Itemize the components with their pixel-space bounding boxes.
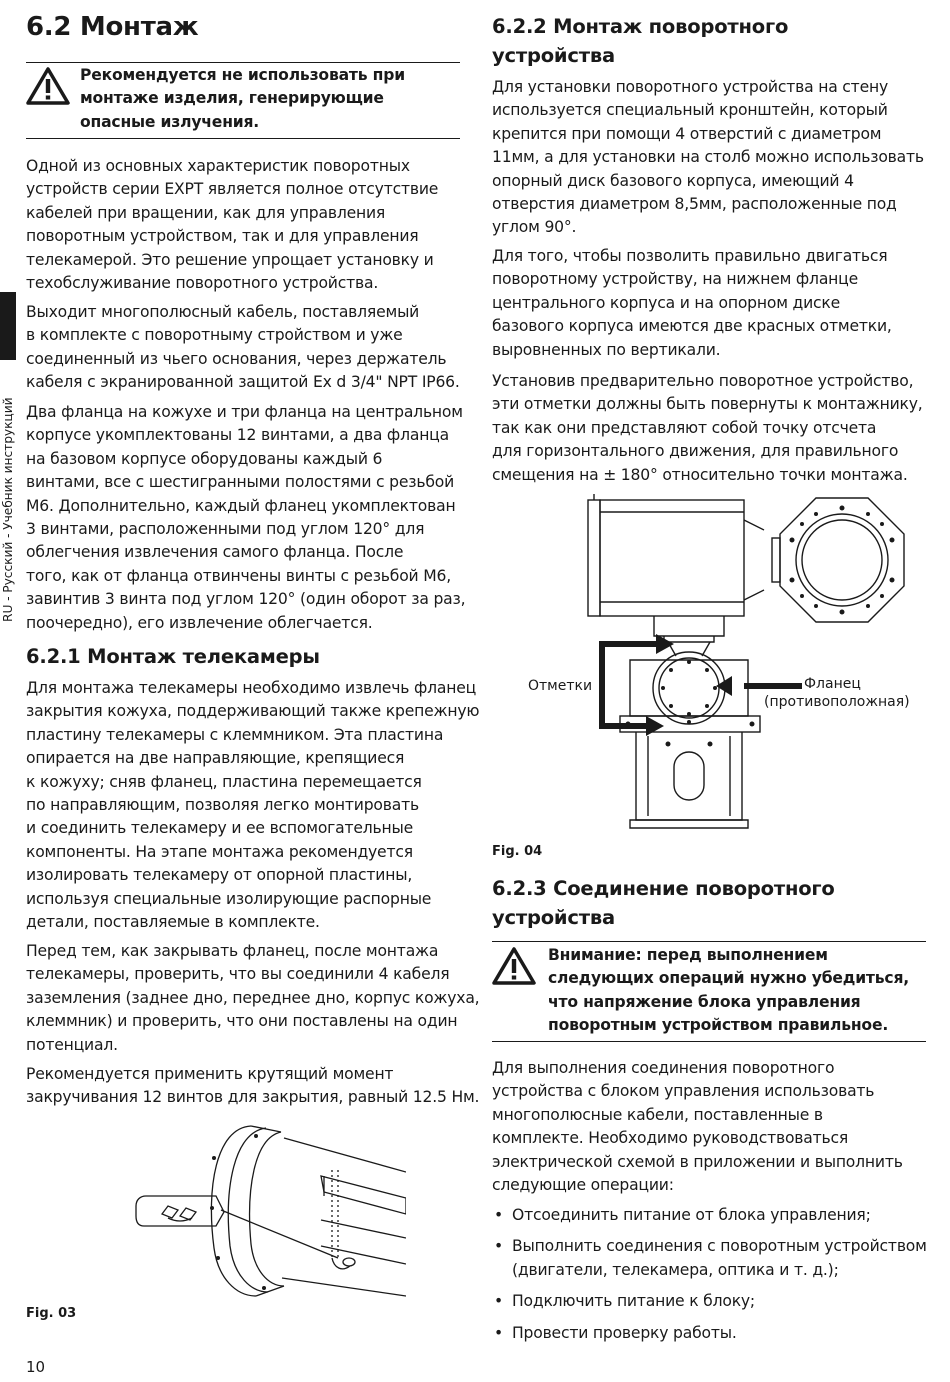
text-line: так как они представляют собой точку отсчета	[492, 418, 877, 437]
page-number: 10	[26, 1358, 46, 1376]
text-line: Два фланца на кожухе и три фланца на центральном	[26, 403, 463, 421]
text-line: компоненты. На этапе монтажа рекомендуется	[26, 842, 413, 861]
subsection-heading-connection	[492, 874, 835, 932]
text-line: для горизонтального движения, для правильного	[492, 442, 899, 461]
list-item	[492, 1235, 927, 1282]
text-line: в комплекте с поворотныму стройством и уже	[26, 326, 403, 345]
warning-icon	[492, 946, 536, 986]
warning-top-rule	[492, 941, 926, 942]
text-line: кабеля с экранированной защитой Ex d 3/4" NPT IP66.	[26, 373, 460, 392]
text-line: того, как от фланца отвинчены винты с резьбой M6,	[26, 566, 451, 585]
sidebar-marker	[0, 292, 16, 360]
heading-line: устройства	[492, 906, 615, 929]
text-line: кабелей при вращении, как для управления	[26, 203, 386, 222]
text-line: центрального корпуса и на опорном диске	[492, 293, 841, 312]
text-line: телекамеры, проверить, что вы соединили 4 кабеля	[26, 965, 450, 984]
text-line: по направляющим, позволяя легко монтировать	[26, 796, 419, 815]
list-item-text: Подключить питание к блоку;	[512, 1292, 755, 1311]
text-line: многополюсные кабели, поставленные в	[492, 1105, 823, 1124]
paragraph-red-marks	[492, 245, 926, 362]
text-line: опорный диск базового корпуса, имеющий 4	[492, 171, 854, 190]
bullet-marker: •	[494, 1206, 503, 1224]
list-item-text: Отсоединить питание от блока управления;	[512, 1206, 871, 1224]
warning-bottom-rule	[492, 1041, 926, 1042]
text-line: 11мм, а для установки на столб можно использовать	[492, 148, 924, 167]
warning-line: что напряжение блока управления	[548, 992, 861, 1011]
text-line: завинтив 3 винта под углом 120° (один оборот за раз,	[26, 590, 466, 609]
fig04-label-marks: Отметки	[528, 678, 593, 694]
text-line: используется специальный кронштейн, который	[492, 101, 888, 120]
text-line: устройств серии EXPT является полное отсутствие	[26, 180, 439, 199]
heading-line: устройства	[492, 44, 615, 67]
text-line: устройства с блоком управления использовать	[492, 1082, 875, 1101]
text-line: углом 90°.	[492, 218, 577, 237]
warning-text	[80, 64, 405, 134]
text-line: телекамерой. Это решение упрощает установку и	[26, 250, 434, 269]
warning-top-rule	[26, 62, 460, 63]
paragraph-orientation	[492, 370, 926, 487]
text-line: заземления (заднее дно, переднее дно, корпус кожуха,	[26, 988, 480, 1007]
warning-line: Рекомендуется не использовать при	[80, 66, 405, 84]
text-line: используя специальные изолирующие распорные	[26, 889, 432, 908]
bullet-marker: •	[494, 1292, 503, 1311]
text-line: Одной из основных характеристик поворотных	[26, 157, 410, 175]
warning-line: следующих операций нужно убедиться,	[548, 969, 909, 988]
text-line: винтами, все с шестигранными полостями с резьбой	[26, 473, 455, 492]
warning-text	[548, 944, 909, 1038]
warning-bottom-rule	[26, 138, 460, 139]
text-line: опирается на две направляющие, крепящиеся	[26, 749, 405, 768]
paragraph-torque	[26, 1063, 480, 1110]
text-line: крепится при помощи 4 отверстий с диаметром	[492, 124, 882, 143]
paragraph-cable	[26, 301, 460, 395]
paragraph-intro	[26, 155, 460, 295]
fig04-label-flange-opposite: (противоположная)	[764, 694, 910, 710]
text-line: отверстия диаметром 8,5мм, расположенные под	[492, 195, 897, 214]
sidebar-language-label: RU - Русский - Учебник инструкций	[1, 397, 15, 622]
fig04-pan-tilt-diagram	[576, 490, 926, 836]
fig04-label-flange: Фланец	[804, 676, 861, 692]
text-line: M6. Дополнительно, каждый фланец укомплектован	[26, 496, 456, 515]
text-line: Для выполнения соединения поворотного	[492, 1059, 835, 1077]
list-item-text: Выполнить соединения с поворотным устройством	[512, 1237, 927, 1256]
text-line: на базовом корпусе оборудованы каждый 6	[26, 449, 383, 468]
text-line: изолировать телекамеру от опорной пластины,	[26, 866, 413, 885]
warning-line: Внимание: перед выполнением	[548, 946, 828, 964]
list-item	[492, 1204, 927, 1227]
text-line: Рекомендуется применить крутящий момент	[26, 1065, 394, 1083]
text-line: электрической схемой в приложении и выполнить	[492, 1152, 903, 1171]
paragraph-connection	[492, 1057, 926, 1197]
paragraph-wall-mount	[492, 76, 926, 240]
text-line: потенциал.	[26, 1035, 118, 1054]
fig03-illustration	[106, 1118, 406, 1298]
text-line: к кожуху; сняв фланец, пластина перемещается	[26, 772, 422, 791]
text-line: Для того, чтобы позволить правильно двигаться	[492, 247, 888, 265]
text-line: детали, поставляемые в комплекте.	[26, 913, 320, 932]
fig04-caption: Fig. 04	[492, 844, 543, 859]
bullet-marker: •	[494, 1323, 503, 1342]
text-line: закрытия кожуха, поддерживающий также крепежную	[26, 702, 480, 721]
text-line: корпусе укомплектованы 12 винтами, а два фланца	[26, 426, 449, 445]
fig03-caption: Fig. 03	[26, 1306, 77, 1321]
warning-icon	[26, 66, 70, 106]
text-line: выровненных по вертикали.	[492, 340, 721, 359]
subsection-heading-camera: 6.2.1 Монтаж телекамеры	[26, 645, 320, 668]
text-line: поворотным устройством, так и для управления	[26, 227, 419, 246]
text-line: техобслуживание поворотного устройства.	[26, 274, 379, 293]
warning-line: монтаже изделия, генерирующие	[80, 89, 384, 108]
text-line: облегчения извлечения самого фланца. После	[26, 543, 404, 562]
section-heading: 6.2 Монтаж	[26, 12, 199, 42]
list-item	[492, 1322, 927, 1345]
text-line: Для установки поворотного устройства на стену	[492, 78, 888, 96]
text-line: эти отметки должны быть повернуты к монтажнику,	[492, 395, 923, 414]
text-line: поочередно), его извлечение облегчается.	[26, 613, 373, 632]
text-line: смещения на ± 180° относительно точки монтажа.	[492, 465, 908, 484]
paragraph-grounding	[26, 940, 480, 1057]
text-line: следующие операции:	[492, 1176, 674, 1195]
list-item-text: Провести проверку работы.	[512, 1323, 737, 1342]
text-line: Перед тем, как закрывать фланец, после монтажа	[26, 942, 439, 960]
text-line: базового корпуса имеются две красных отметки,	[492, 317, 892, 336]
text-line: закручивания 12 винтов для закрытия, равный 12.5 Нм.	[26, 1088, 480, 1107]
paragraph-camera-mount	[26, 677, 480, 934]
list-item-text: (двигатели, телекамера, оптика и т. д.);	[512, 1260, 839, 1279]
subsection-heading-pan-tilt-mount	[492, 12, 788, 70]
text-line: Установив предварительно поворотное устройство,	[492, 372, 914, 390]
text-line: Для монтажа телекамеры необходимо извлечь фланец	[26, 679, 477, 697]
text-line: пластину телекамеры с клеммником. Эта пластина	[26, 725, 444, 744]
warning-line: опасные излучения.	[80, 112, 260, 131]
text-line: Выходит многополюсный кабель, поставляемый	[26, 303, 420, 321]
heading-line: 6.2.2 Монтаж поворотного	[492, 15, 789, 38]
text-line: комплекте. Необходимо руководствоваться	[492, 1129, 849, 1148]
text-line: поворотному устройству, на нижнем фланце	[492, 270, 858, 289]
warning-line: поворотным устройством правильное.	[548, 1016, 889, 1035]
paragraph-flanges	[26, 401, 466, 635]
text-line: соединенный из чьего основания, через держатель	[26, 349, 447, 368]
operations-list	[492, 1204, 927, 1353]
text-line: клеммник) и проверить, что они поставлены на один	[26, 1012, 458, 1031]
list-item	[492, 1290, 927, 1313]
heading-line: 6.2.3 Соединение поворотного	[492, 877, 835, 900]
bullet-marker: •	[494, 1237, 503, 1256]
text-line: 3 винтами, расположенными под углом 120° для	[26, 520, 425, 539]
text-line: и соединить телекамеру и ее вспомогательные	[26, 819, 414, 838]
